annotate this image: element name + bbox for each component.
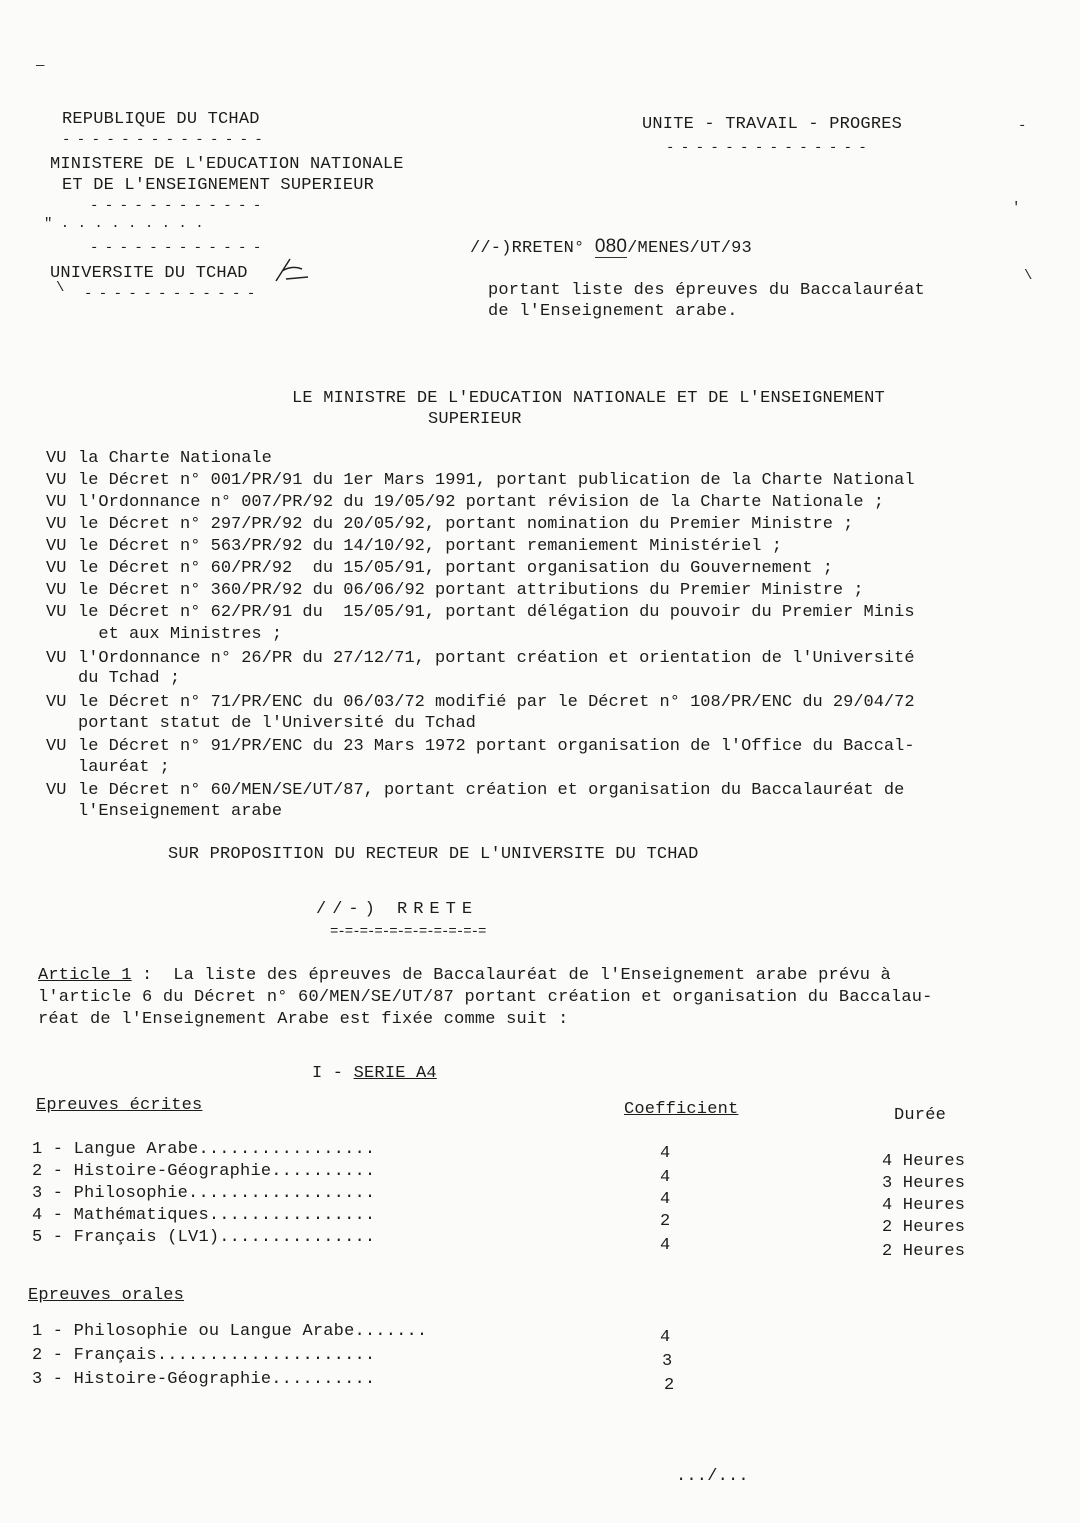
header-motto: UNITE - TRAVAIL - PROGRES bbox=[642, 115, 903, 134]
article-1-line3: réat de l'Enseignement Arabe est fixée comme suit : bbox=[38, 1010, 569, 1029]
header-republic: REPUBLIQUE DU TCHAD bbox=[62, 110, 260, 129]
initials-signature bbox=[272, 255, 312, 285]
written-exam-duree: 2 Heures bbox=[882, 1242, 966, 1261]
serie-heading: I - SERIE A4 bbox=[312, 1064, 437, 1083]
visa-line: portant statut de l'Université du Tchad bbox=[78, 714, 476, 733]
minister-line2: SUPERIEUR bbox=[428, 410, 522, 429]
visa-line: VU l'Ordonnance n° 26/PR du 27/12/71, portant création et orientation de l'Université bbox=[46, 649, 915, 668]
visa-line: VU l'Ordonnance n° 007/PR/92 du 19/05/92 portant révision de la Charte Nationale ; bbox=[46, 493, 884, 512]
visa-line: l'Enseignement arabe bbox=[78, 802, 283, 821]
article-1-line2: l'article 6 du Décret n° 60/MEN/SE/UT/87 portant création et organisation du Baccalau- bbox=[38, 988, 933, 1007]
written-exam-duree: 4 Heures bbox=[882, 1196, 966, 1215]
article-1-line1: Article 1 : La liste des épreuves de Baccalauréat de l'Enseignement arabe prévu à bbox=[38, 966, 891, 985]
written-exam-row: 5 - Français (LV1)............... bbox=[32, 1228, 376, 1247]
arrete-number: 080 bbox=[594, 236, 628, 257]
oral-exam-coef: 3 bbox=[662, 1352, 673, 1371]
column-coefficient: Coefficient bbox=[624, 1100, 739, 1119]
visa-line: et aux Ministres ; bbox=[78, 625, 283, 644]
article-label: Article 1 bbox=[38, 966, 132, 985]
ecrites-heading: Epreuves écrites bbox=[36, 1096, 203, 1115]
oral-exam-row: 1 - Philosophie ou Langue Arabe....... bbox=[32, 1322, 428, 1341]
header-ministry: MINISTERE DE L'EDUCATION NATIONALE bbox=[50, 155, 404, 174]
written-exam-coef: 2 bbox=[660, 1212, 671, 1231]
column-duree: Durée bbox=[894, 1106, 947, 1125]
visa-line: VU le Décret n° 563/PR/92 du 14/10/92, portant remaniement Ministériel ; bbox=[46, 537, 782, 556]
illegible-text: " . . . . . . . . . bbox=[44, 216, 204, 232]
scan-mark: ' bbox=[1012, 200, 1021, 216]
header-ministry-sub: ET DE L'ENSEIGNEMENT SUPERIEUR bbox=[62, 176, 375, 195]
scan-mark: \ bbox=[1024, 268, 1033, 284]
page-continuation: .../... bbox=[676, 1467, 749, 1486]
written-exam-row: 4 - Mathématiques................ bbox=[32, 1206, 376, 1225]
oral-exam-coef: 2 bbox=[664, 1376, 675, 1395]
visa-line: VU le Décret n° 297/PR/92 du 20/05/92, portant nomination du Premier Ministre ; bbox=[46, 515, 854, 534]
visa-line: VU le Décret n° 001/PR/91 du 1er Mars 1991, portant publication de la Charte National bbox=[46, 471, 915, 490]
proposition: SUR PROPOSITION DU RECTEUR DE L'UNIVERSITE DU TCHAD bbox=[168, 845, 699, 864]
written-exam-row: 1 - Langue Arabe................. bbox=[32, 1140, 376, 1159]
scan-mark: — bbox=[36, 58, 45, 74]
oral-exam-row: 3 - Histoire-Géographie.......... bbox=[32, 1370, 376, 1389]
scan-mark: - bbox=[1018, 118, 1027, 134]
written-exam-duree: 3 Heures bbox=[882, 1174, 966, 1193]
divider: - - - - - - - - - - - - bbox=[84, 286, 255, 302]
written-exam-coef: 4 bbox=[660, 1190, 671, 1209]
oral-exam-row: 2 - Français..................... bbox=[32, 1346, 376, 1365]
written-exam-coef: 4 bbox=[660, 1144, 671, 1163]
visa-line: VU le Décret n° 60/PR/92 du 15/05/91, portant organisation du Gouvernement ; bbox=[46, 559, 833, 578]
divider: - - - - - - - - - - - - - - bbox=[62, 132, 262, 148]
visa-line: VU le Décret n° 91/PR/ENC du 23 Mars 1972 portant organisation de l'Office du Baccal- bbox=[46, 737, 915, 756]
visa-line: lauréat ; bbox=[78, 758, 170, 777]
scan-mark: \ bbox=[56, 280, 65, 296]
visa-line: VU le Décret n° 71/PR/ENC du 06/03/72 modifié par le Décret n° 108/PR/ENC du 29/04/72 bbox=[46, 693, 915, 712]
written-exam-duree: 2 Heures bbox=[882, 1218, 966, 1237]
divider: - - - - - - - - - - - - bbox=[90, 198, 261, 214]
arrete-title: //-)RRETEN° 080/MENES/UT/93 bbox=[470, 236, 752, 258]
written-exam-row: 3 - Philosophie.................. bbox=[32, 1184, 376, 1203]
written-exam-row: 2 - Histoire-Géographie.......... bbox=[32, 1162, 376, 1181]
visa-line: VU la Charte Nationale bbox=[46, 449, 272, 468]
arrete-object-line2: de l'Enseignement arabe. bbox=[488, 302, 738, 321]
visa-line: VU le Décret n° 60/MEN/SE/UT/87, portant création et organisation du Baccalauréat de bbox=[46, 781, 905, 800]
written-exam-duree: 4 Heures bbox=[882, 1152, 966, 1171]
oral-exam-coef: 4 bbox=[660, 1328, 671, 1347]
visa-line: VU le Décret n° 360/PR/92 du 06/06/92 portant attributions du Premier Ministre ; bbox=[46, 581, 864, 600]
arrete-object-line1: portant liste des épreuves du Baccalauréat bbox=[488, 281, 925, 300]
written-exam-coef: 4 bbox=[660, 1168, 671, 1187]
visa-line: VU le Décret n° 62/PR/91 du 15/05/91, portant délégation du pouvoir du Premier Minis bbox=[46, 603, 915, 622]
minister-line1: LE MINISTRE DE L'EDUCATION NATIONALE ET DE L'ENSEIGNEMENT bbox=[292, 389, 885, 408]
divider: - - - - - - - - - - - - - - bbox=[666, 140, 866, 156]
divider: - - - - - - - - - - - - bbox=[90, 240, 261, 256]
written-exam-coef: 4 bbox=[660, 1236, 671, 1255]
header-university: UNIVERSITE DU TCHAD bbox=[50, 264, 248, 283]
divider: =-=-=-=-=-=-=-=-=-=-= bbox=[330, 924, 486, 940]
arrete-heading: //-) RRETE bbox=[316, 900, 479, 919]
orales-heading: Epreuves orales bbox=[28, 1286, 185, 1305]
visa-line: du Tchad ; bbox=[78, 669, 181, 688]
